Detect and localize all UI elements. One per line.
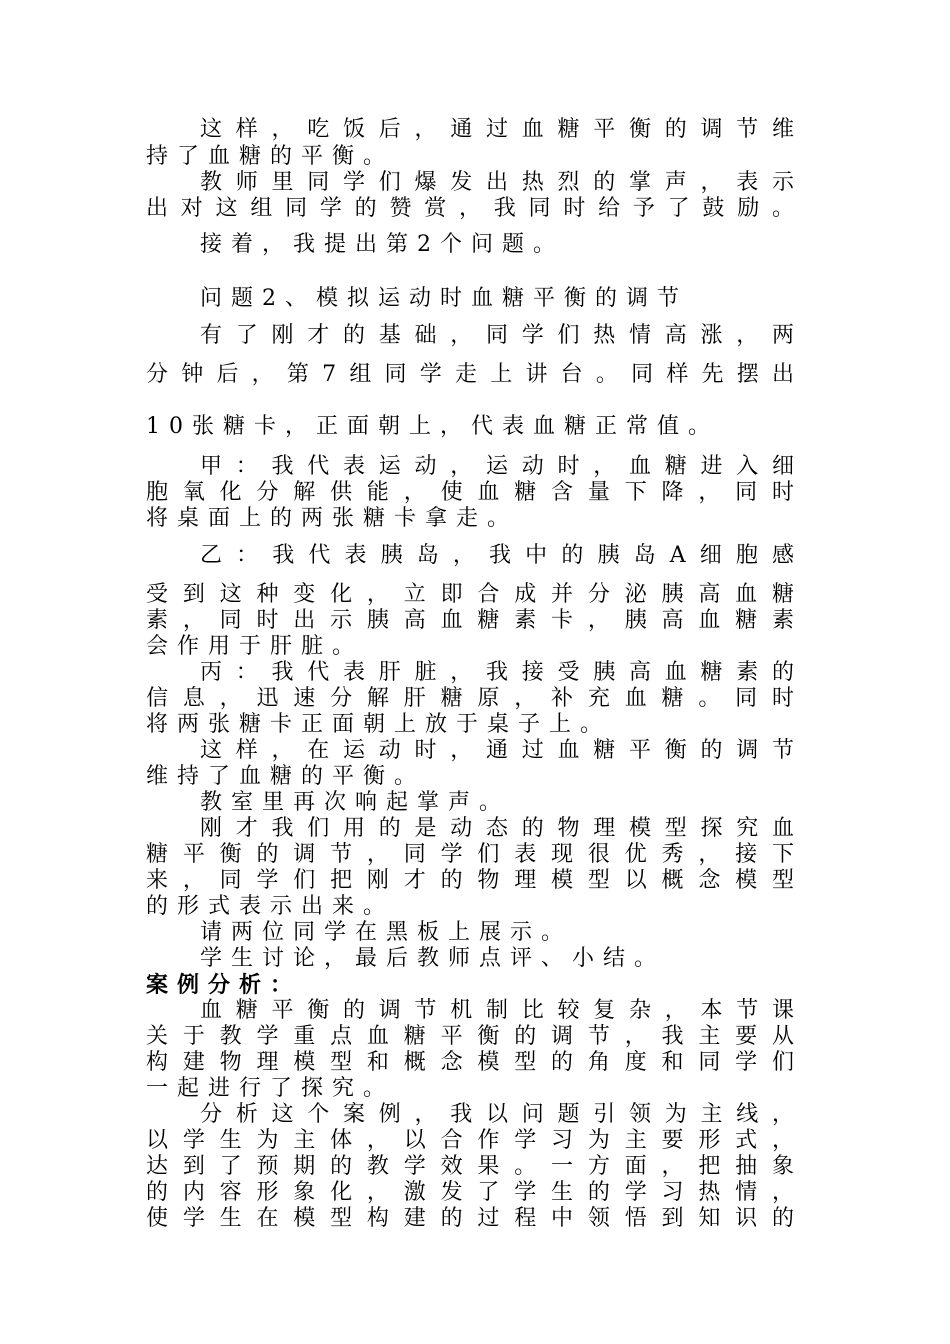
paragraph-line: 使学生在模型构建的过程中领悟到知识的 — [146, 1206, 794, 1231]
paragraph-line: 分钟后，第7组同学走上讲台。同样先摆出 — [146, 362, 794, 387]
paragraph-line: 这样，吃饭后，通过血糖平衡的调节维 — [200, 117, 794, 142]
paragraph-line: 有了刚才的基础，同学们热情高涨，两 — [200, 323, 794, 348]
paragraph-line: 一起进行了探究。 — [146, 1076, 395, 1101]
paragraph-line: 来，同学们把刚才的物理模型以概念模型 — [146, 868, 794, 893]
paragraph-line: 将桌面上的两张糖卡拿走。 — [146, 506, 519, 531]
paragraph-line: 甲：我代表运动，运动时，血糖进入细 — [200, 454, 794, 479]
paragraph-line: 素，同时出示胰高血糖素卡，胰高血糖素 — [146, 608, 794, 633]
paragraph-line: 受到这种变化，立即合成并分泌胰高血糖 — [146, 582, 794, 607]
paragraph-line: 胞氧化分解供能，使血糖含量下降，同时 — [146, 480, 794, 505]
paragraph-line: 以学生为主体，以合作学习为主要形式， — [146, 1128, 794, 1153]
paragraph-line: 将两张糖卡正面朝上放于桌子上。 — [146, 712, 612, 737]
paragraph-line: 乙：我代表胰岛，我中的胰岛A细胞感 — [200, 543, 794, 568]
paragraph-line: 关于教学重点血糖平衡的调节，我主要从 — [146, 1024, 794, 1049]
paragraph-line: 血糖平衡的调节机制比较复杂，本节课 — [200, 998, 794, 1023]
paragraph-line: 的形式表示出来。 — [146, 894, 395, 919]
paragraph-line: 构建物理模型和概念模型的角度和同学们 — [146, 1050, 794, 1075]
paragraph-line: 糖平衡的调节，同学们表现很优秀，接下 — [146, 842, 794, 867]
paragraph-line: 的内容形象化，激发了学生的学习热情， — [146, 1180, 794, 1205]
paragraph-line: 会作用于肝脏。 — [146, 634, 364, 659]
paragraph-line: 这样，在运动时，通过血糖平衡的调节 — [200, 738, 794, 763]
paragraph-line: 接着，我提出第2个问题。 — [200, 232, 564, 257]
section-heading: 问题2、模拟运动时血糖平衡的调节 — [200, 286, 688, 311]
paragraph-line: 教室里再次响起掌声。 — [200, 790, 511, 815]
paragraph-line: 分析这个案例，我以问题引领为主线， — [200, 1102, 794, 1127]
paragraph-line: 请两位同学在黑板上展示。 — [200, 920, 573, 945]
section-heading: 案例分析： — [146, 972, 302, 998]
paragraph-line: 达到了预期的教学效果。一方面，把抽象 — [146, 1154, 794, 1179]
paragraph-line: 丙：我代表肝脏，我接受胰高血糖素的 — [200, 660, 794, 685]
paragraph-line: 学生讨论，最后教师点评、小结。 — [200, 946, 666, 971]
paragraph-line: 持了血糖的平衡。 — [146, 144, 395, 169]
paragraph-line: 教师里同学们爆发出热烈的掌声，表示 — [200, 170, 794, 195]
paragraph-line: 维持了血糖的平衡。 — [146, 764, 426, 789]
paragraph-line: 出对这组同学的赞赏，我同时给予了鼓励。 — [146, 196, 794, 221]
paragraph-line: 刚才我们用的是动态的物理模型探究血 — [200, 816, 794, 841]
paragraph-line: 10张糖卡，正面朝上，代表血糖正常值。 — [146, 414, 719, 439]
paragraph-line: 信息，迅速分解肝糖原，补充血糖。同时 — [146, 686, 794, 711]
